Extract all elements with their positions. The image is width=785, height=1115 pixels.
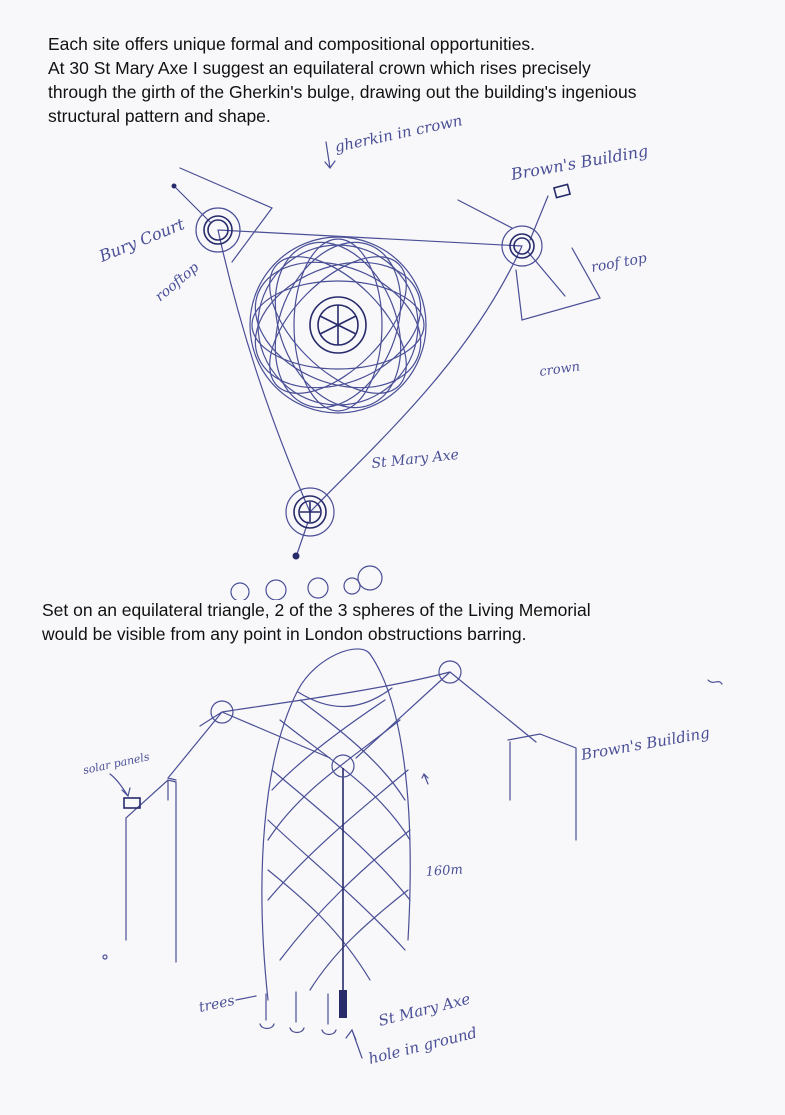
label-gherkin-crown: gherkin in crown [333,111,464,156]
anchor-dot [293,553,300,560]
browns-roof-outline [458,200,600,320]
solar-panel-icon [124,798,140,808]
gherkin-plan [237,224,440,427]
anchor-lines [174,186,565,554]
hole-arrow-icon [346,1030,362,1058]
caption-line: would be visible from any point in London obstructions barring. [42,624,527,644]
label-browns-building: Brown's Building [509,141,650,184]
label-browns-building: Brown's Building [579,723,711,764]
bury-court-roof-outline [180,168,272,262]
arrow-icon [325,142,335,168]
mast-base [339,990,347,1018]
trees [236,992,336,1035]
label-st-mary-axe: St Mary Axe [370,446,460,472]
intro-line: Each site offers unique formal and compositional opportunities. [48,34,536,54]
sphere-left [211,701,233,723]
label-trees: trees [197,992,237,1016]
intro-line: At 30 St Mary Axe I suggest an equilateral crown which rises precisely [48,58,591,78]
arrow-icon [422,774,428,784]
dot-mark [103,955,107,959]
gherkin-outline [262,649,410,1000]
label-hole-in-ground: hole in ground [366,1023,479,1068]
intro-line: structural pattern and shape. [48,106,271,126]
sphere-center [332,755,354,777]
label-height: 160m [425,862,464,880]
gherkin-diagrid [268,700,410,990]
label-bury-court: Bury Court [96,214,188,266]
intro-line: through the girth of the Gherkin's bulge, drawing out the building's ingenious [48,82,637,102]
elevation-cables [168,672,536,780]
label-crown: crown [538,359,581,380]
solar-arrow-icon [110,774,130,796]
caption-line: Set on an equilateral triangle, 2 of the 3 spheres of the Living Memorial [42,600,591,620]
solar-panel-icon [554,184,570,197]
caption-paragraph [42,598,591,646]
tree-row [231,566,382,600]
label-solar-panels: solar panels [81,750,151,777]
sphere-bottom [286,488,334,536]
label-st-mary-axe: St Mary Axe [376,989,473,1030]
anchor-dot [172,184,177,189]
left-building [126,780,176,962]
right-building [508,734,576,840]
label-rooftop-right: roof top [589,250,649,276]
squiggle-mark [708,680,722,684]
label-rooftop-left: rooftop [152,259,203,306]
sphere-right [439,661,461,683]
gherkin-crown-line [298,688,392,707]
